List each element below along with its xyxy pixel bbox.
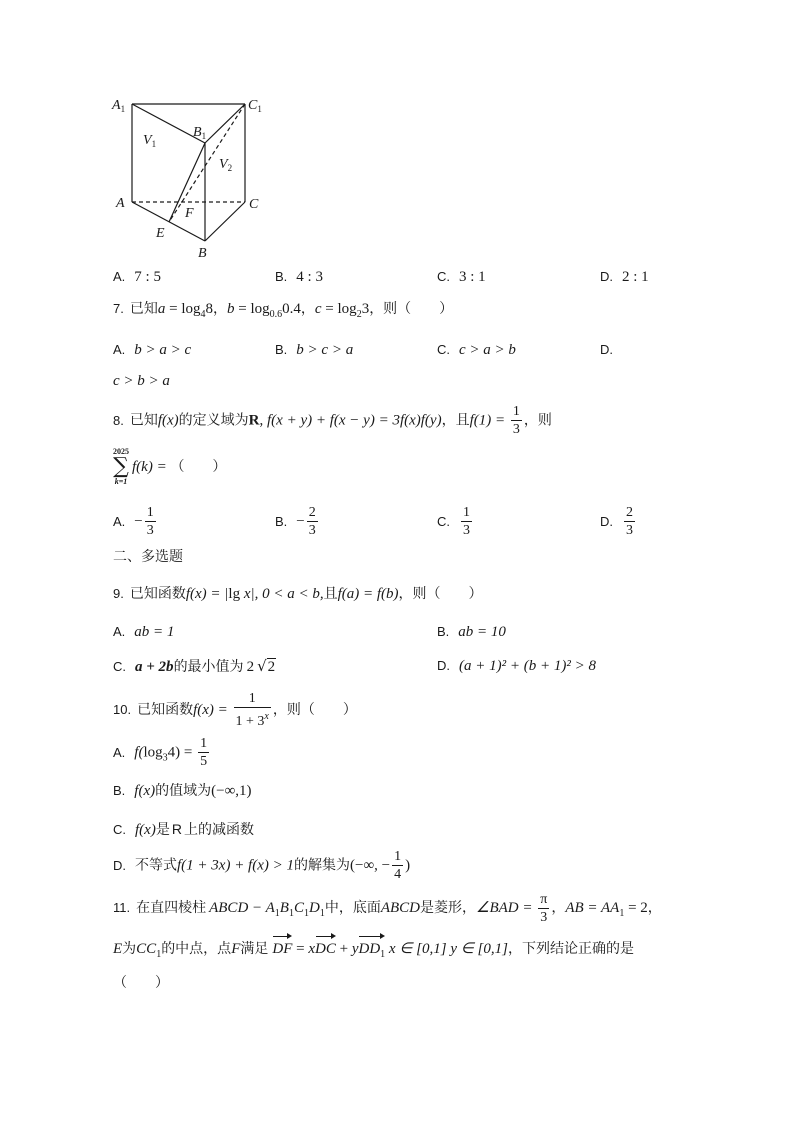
math: 2 xyxy=(246,659,255,675)
fraction xyxy=(392,849,403,882)
fraction xyxy=(461,505,472,538)
option-value: 3 : 1 xyxy=(459,269,486,285)
q6-option-c xyxy=(437,266,486,288)
q10-stem xyxy=(113,691,357,729)
text: ，则 xyxy=(523,412,552,429)
math: 3 xyxy=(361,301,370,317)
text: ，则（ ） xyxy=(398,586,483,602)
q8-option-b xyxy=(275,505,320,538)
text: ， xyxy=(647,900,662,916)
subscript: 3 xyxy=(162,752,168,764)
numerator: π xyxy=(540,891,548,907)
text: 为 xyxy=(122,941,137,957)
text: ， xyxy=(551,900,566,916)
numerator: 2 xyxy=(308,505,316,520)
subscript: 0.6 xyxy=(269,309,283,320)
math: f(a) = f(b) xyxy=(337,586,399,602)
math: 4) = xyxy=(167,744,197,761)
q7-option-d xyxy=(600,339,622,361)
math: DD xyxy=(358,941,381,957)
label-b: B xyxy=(198,246,207,261)
vector-dd1 xyxy=(358,934,385,967)
denominator: 3 xyxy=(308,523,316,538)
text: 的中点，点 xyxy=(161,941,232,957)
q7-option-c xyxy=(437,339,516,361)
q7-option-a xyxy=(113,339,191,361)
text: 已知 xyxy=(129,301,158,317)
text: 已知函数 xyxy=(129,586,186,602)
math: CC xyxy=(136,941,157,957)
math: = xyxy=(321,301,338,317)
subscript: 1 xyxy=(380,949,386,960)
superscript: x xyxy=(264,711,269,722)
option-label: A. xyxy=(113,342,126,357)
math: f(x + y) + f(x − y) = 3f(x)f(y) xyxy=(267,412,442,429)
text: 不等式 xyxy=(135,857,177,874)
option-label: C. xyxy=(437,513,450,529)
math: f( xyxy=(134,744,144,761)
q9-options-ab xyxy=(0,621,794,645)
q8-options xyxy=(0,505,794,539)
math: ) xyxy=(405,857,411,874)
option-value: c > a > b xyxy=(459,342,516,358)
math: C xyxy=(293,900,304,916)
text: ，且 xyxy=(441,412,470,429)
edge-b1-c1 xyxy=(205,104,245,143)
q8-stem xyxy=(113,404,552,437)
q10-option-a xyxy=(113,736,211,774)
math: f(1 + 3x) + f(x) > 1 xyxy=(177,857,294,874)
denominator: 3 xyxy=(626,523,633,538)
option-label: A. xyxy=(113,513,126,529)
prism-figure xyxy=(0,0,300,270)
q8-option-a xyxy=(113,505,158,538)
denominator: 3 xyxy=(463,523,470,538)
numerator: 1 xyxy=(463,505,470,520)
sum-symbol: ∑ xyxy=(113,454,129,479)
option-label: D. xyxy=(113,857,126,873)
q9-option-a xyxy=(113,621,174,643)
option-value: ab = 1 xyxy=(134,624,175,640)
math: f(x) xyxy=(157,412,179,429)
option-label: D. xyxy=(600,342,613,357)
numerator: 1 xyxy=(146,505,154,520)
text: 上的减函数 xyxy=(183,822,254,838)
denominator xyxy=(234,708,271,729)
text: 的值域为 xyxy=(155,783,212,799)
option-value: 4 : 3 xyxy=(296,269,323,285)
math: 8 xyxy=(205,301,213,317)
sum-lower-limit: k=1 xyxy=(114,477,128,486)
subscript: 4 xyxy=(200,309,206,320)
label-e: E xyxy=(156,226,165,241)
option-value: (a + 1)² + (b + 1)² > 8 xyxy=(459,658,596,674)
sum-upper-limit: 2025 xyxy=(113,447,129,456)
section-title: 二、多选题 xyxy=(113,549,183,565)
fraction xyxy=(307,505,318,538)
math: = xyxy=(234,301,251,317)
option-label: C. xyxy=(113,822,126,837)
subscript: 2 xyxy=(356,309,362,320)
math: y ∈ [0,1] xyxy=(446,941,508,957)
option-label: B. xyxy=(275,342,288,357)
denominator-base: 1 + 3 xyxy=(235,714,265,729)
math: AB = AA xyxy=(565,900,620,916)
math: , xyxy=(259,412,268,429)
q6-option-d xyxy=(600,266,649,288)
q7-stem xyxy=(113,299,453,325)
option-label: C. xyxy=(437,342,450,357)
radicand: 2 xyxy=(267,659,276,675)
math: y xyxy=(351,941,359,957)
answer-bracket: （ ） xyxy=(113,975,169,991)
denominator: 3 xyxy=(146,523,154,538)
option-label: B. xyxy=(275,513,288,529)
subscript: 1 xyxy=(274,908,280,919)
q9-option-b xyxy=(437,621,506,643)
math: f(1) = xyxy=(469,412,509,429)
fraction xyxy=(538,892,549,925)
option-label: D. xyxy=(437,658,450,673)
q9-option-c xyxy=(113,655,276,678)
text: 已知 xyxy=(129,412,158,429)
question-number: 8. xyxy=(113,412,124,428)
math: c xyxy=(314,301,322,317)
text: 是菱形， xyxy=(420,900,476,916)
q6-options xyxy=(0,266,794,290)
option-value: ab = 10 xyxy=(458,624,506,640)
label-c: C xyxy=(249,197,259,212)
math: B xyxy=(279,900,289,916)
text: ，则（ ） xyxy=(369,301,454,317)
radical-sign: √ xyxy=(257,657,267,675)
math: f(x) xyxy=(135,822,156,838)
math: f(x) = xyxy=(193,702,232,718)
option-label: A. xyxy=(113,624,126,639)
option-label: A. xyxy=(113,744,126,760)
denominator: 3 xyxy=(512,422,520,437)
text: ，下列结论正确的是 xyxy=(507,941,634,957)
option-value: 7 : 5 xyxy=(134,269,161,285)
math: (−∞, − xyxy=(350,857,391,874)
option-label: B. xyxy=(275,269,288,284)
q9-option-d xyxy=(437,655,596,677)
q8-option-d xyxy=(600,505,637,538)
math: log xyxy=(181,301,201,317)
subscript: 1 xyxy=(156,949,162,960)
math: f(k) = xyxy=(132,459,171,475)
math: x ∈ [0,1] xyxy=(385,941,447,957)
math: log xyxy=(143,744,163,761)
option-label: D. xyxy=(600,513,613,529)
text: 中，底面 xyxy=(324,900,381,916)
fraction xyxy=(145,505,156,538)
q7-options xyxy=(0,339,794,363)
text: ， xyxy=(300,301,315,317)
label-c1: $C_1$ xyxy=(248,98,262,114)
sign: − xyxy=(134,513,143,530)
text: 的定义域为 xyxy=(178,412,249,429)
math: log xyxy=(337,301,357,317)
q8-option-c xyxy=(437,505,474,538)
edge-a-b xyxy=(132,202,205,241)
math: ABCD xyxy=(380,900,420,916)
segment-c1-e-hidden xyxy=(169,104,245,222)
math: ABCD − A xyxy=(209,900,275,916)
subscript: 1 xyxy=(319,908,325,919)
option-value: 2 : 1 xyxy=(622,269,649,285)
option-label: C. xyxy=(113,659,126,674)
q11-stem-line3 xyxy=(113,973,169,993)
vector-dc: DC xyxy=(315,934,336,961)
label-a1: $A_1$ xyxy=(112,98,126,114)
q10-option-c xyxy=(113,819,254,840)
q6-option-a xyxy=(113,266,161,288)
math-set-r: R xyxy=(248,412,260,429)
text: 在直四棱柱 xyxy=(136,900,207,916)
math: D xyxy=(308,900,320,916)
vector-df: DF xyxy=(272,934,292,961)
text: 满足 xyxy=(240,941,269,957)
edge-b-c xyxy=(205,202,245,241)
math: x xyxy=(308,941,315,957)
question-number: 9. xyxy=(113,586,124,601)
option-value: c > b > a xyxy=(113,373,170,389)
numerator: 2 xyxy=(626,505,633,520)
fraction xyxy=(624,505,635,538)
label-v2: $V_2$ xyxy=(219,157,233,173)
sign: − xyxy=(296,513,305,530)
math-set-r: R xyxy=(171,821,182,837)
subscript: 1 xyxy=(303,908,309,919)
numerator: 1 xyxy=(200,736,208,751)
numerator: 1 xyxy=(394,849,402,864)
text: （ ） xyxy=(170,459,227,475)
math: f(x) = | xyxy=(185,586,229,602)
option-label: A. xyxy=(113,269,126,284)
q11-stem-line2 xyxy=(113,934,634,967)
square-root xyxy=(257,655,276,678)
fraction xyxy=(511,404,522,437)
math: a + 2b xyxy=(135,659,174,675)
math: b xyxy=(226,301,235,317)
math: = xyxy=(292,941,309,957)
q7-option-b xyxy=(275,339,353,361)
text: ，则（ ） xyxy=(272,702,357,718)
text: ， xyxy=(212,301,227,317)
denominator: 4 xyxy=(394,867,402,882)
text: 已知函数 xyxy=(137,702,194,718)
math: f(x) xyxy=(134,783,156,799)
math: ∠BAD = xyxy=(476,900,537,916)
math: + xyxy=(335,941,352,957)
option-label: D. xyxy=(600,269,613,284)
math: (−∞,1) xyxy=(211,783,252,799)
q11-stem-line1 xyxy=(113,891,662,931)
label-b1: $B_1$ xyxy=(193,125,207,141)
q6-option-b xyxy=(275,266,323,288)
text: 的最小值为 xyxy=(173,659,244,675)
question-number: 7. xyxy=(113,301,124,316)
q10-option-d xyxy=(113,849,410,882)
option-value: b > a > c xyxy=(134,342,192,358)
option-label: B. xyxy=(437,624,450,639)
q10-option-b xyxy=(113,781,252,801)
subscript: 1 xyxy=(288,908,294,919)
option-label: B. xyxy=(113,783,126,798)
math: a xyxy=(157,301,166,317)
q9-stem xyxy=(113,584,483,604)
q7-option-d-value xyxy=(113,371,170,391)
math: F xyxy=(231,941,241,957)
math: log xyxy=(250,301,270,317)
numerator: 1 xyxy=(512,404,520,419)
math: 0.4 xyxy=(282,301,301,317)
option-label: C. xyxy=(437,269,450,284)
math: lg xyxy=(228,586,241,602)
option-value: b > c > a xyxy=(296,342,354,358)
numerator: 1 xyxy=(234,691,271,708)
subscript: 1 xyxy=(619,908,625,919)
denominator: 5 xyxy=(200,754,208,769)
q8-sum-line xyxy=(113,447,226,487)
label-a: A xyxy=(116,196,125,211)
fraction xyxy=(234,691,271,729)
q9-options-cd xyxy=(0,655,794,679)
question-number: 10. xyxy=(113,702,132,717)
text: 是 xyxy=(155,822,170,838)
denominator: 3 xyxy=(540,909,548,925)
math: x|, 0 < a < b, xyxy=(240,586,324,602)
summation xyxy=(113,448,129,486)
label-f: F xyxy=(185,206,194,221)
label-v1: $V_1$ xyxy=(143,133,157,149)
math: E xyxy=(113,941,123,957)
math: = 2 xyxy=(624,900,648,916)
fraction xyxy=(198,736,209,769)
math: = xyxy=(165,301,182,317)
question-number: 11. xyxy=(113,900,131,915)
text: 且 xyxy=(323,586,338,602)
text: 的解集为 xyxy=(294,857,350,874)
